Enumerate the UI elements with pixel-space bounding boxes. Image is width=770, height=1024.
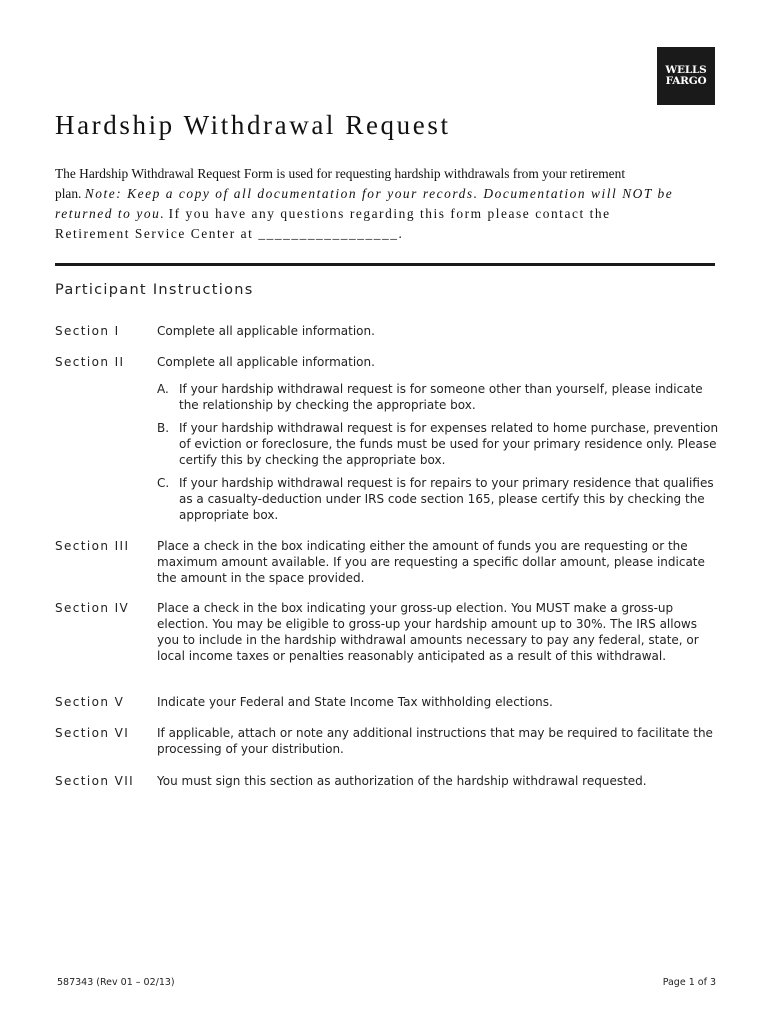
page-number: Page 1 of 3 — [662, 977, 716, 988]
item-text: If your hardship withdrawal request is for repairs to your primary residence that qualifies as a casualty-deduction under IRS code section 165, please certify this by checking the appropriate box. — [179, 476, 714, 522]
intro-line-4: Retirement Service Center at _________________. — [55, 226, 404, 241]
intro-line-3 — [55, 204, 720, 224]
item-letter: A. — [157, 382, 169, 396]
item-text: If your hardship withdrawal request is for someone other than yourself, please indicate the relationship by checking the appropriate box. — [179, 382, 703, 412]
intro-note: Note: Keep a copy of all documentation for your records. Documentation will NOT be — [84, 186, 674, 201]
wells-fargo-logo — [657, 47, 715, 105]
section-4-label: Section IV — [55, 601, 130, 615]
intro-note-end: returned to you. — [55, 206, 166, 221]
section-6-label: Section VI — [55, 726, 130, 740]
item-letter: C. — [157, 476, 170, 490]
item-text: If your hardship withdrawal request is for expenses related to home purchase, prevention of eviction or foreclosure, the funds must be used for your primary residence only. Please certify this by checking the appropriate box. — [179, 421, 719, 467]
intro-paragraph — [55, 164, 720, 244]
section-1-text: Complete all applicable information. — [157, 324, 375, 338]
section-2-item-c — [157, 475, 722, 523]
section-2-item-a — [157, 381, 722, 413]
section-3-label: Section III — [55, 539, 130, 553]
section-2-label: Section II — [55, 355, 125, 369]
section-divider — [55, 263, 715, 266]
intro-line-1: The Hardship Withdrawal Request Form is used for requesting hardship withdrawals from your retirement — [55, 166, 626, 181]
participant-instructions-heading: Participant Instructions — [55, 282, 254, 298]
section-5-label: Section V — [55, 695, 125, 709]
section-3-text: Place a check in the box indicating either the amount of funds you are requesting or the maximum amount available. If you are requesting a specific dollar amount, please indicate the amount in the space provided. — [157, 539, 705, 585]
intro-line-2 — [55, 184, 720, 204]
section-7-text: You must sign this section as authorization of the hardship withdrawal requested. — [157, 774, 647, 788]
section-5-text: Indicate your Federal and State Income Tax withholding elections. — [157, 695, 553, 709]
section-4-text: Place a check in the box indicating your gross-up election. You MUST make a gross-up election. You may be eligible to gross-up your hardship amount up to 30%. The IRS allows you to include in the hardship withdrawal amounts necessary to pay any federal, state, or local income taxes or penalties reasonably anticipated as a result of this withdrawal. — [157, 601, 699, 663]
section-2-text: Complete all applicable information. — [157, 355, 375, 369]
item-letter: B. — [157, 421, 170, 435]
section-1-label: Section I — [55, 324, 120, 338]
intro-plan: plan. — [55, 186, 82, 201]
form-number: 587343 (Rev 01 – 02/13) — [57, 977, 175, 988]
section-7-label: Section VII — [55, 774, 135, 788]
section-6-text: If applicable, attach or note any additional instructions that may be required to facilitate the processing of your distribution. — [157, 726, 713, 756]
page-title: Hardship Withdrawal Request — [55, 110, 451, 140]
logo-line-1: WELLS — [665, 64, 707, 76]
section-2-item-b — [157, 420, 722, 468]
logo-line-2: FARGO — [665, 75, 707, 87]
intro-contact: If you have any questions regarding this form please contact the — [168, 206, 611, 221]
